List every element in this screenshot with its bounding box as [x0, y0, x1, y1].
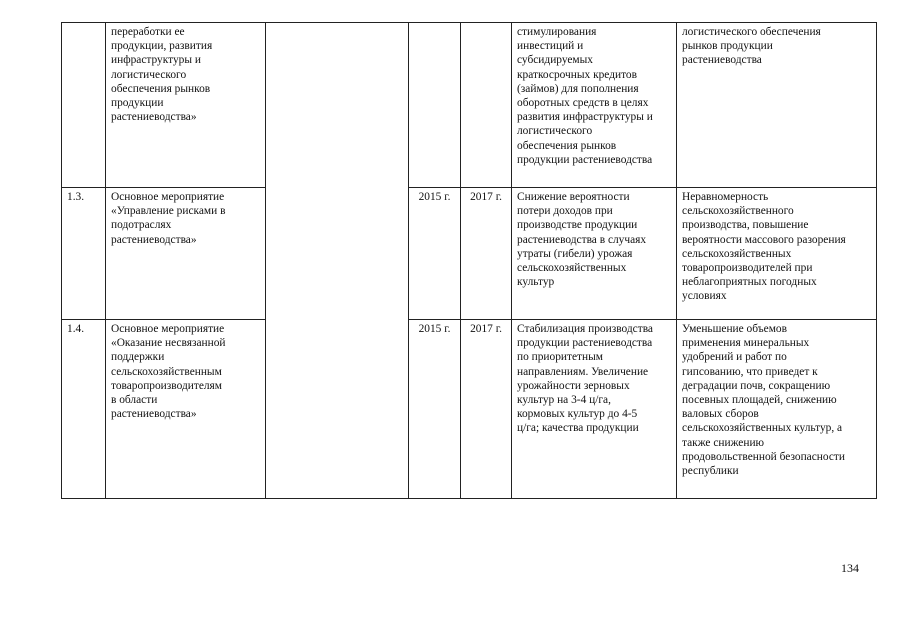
- measure-name-cell: переработки ее продукции, развития инфраструктуры и логистического обеспечения рынков продукции растениеводства»: [106, 23, 266, 188]
- start-year-cell: 2015 г.: [409, 320, 461, 499]
- start-year-cell: [409, 23, 461, 188]
- end-year-cell: 2017 г.: [461, 188, 512, 320]
- page-number: 134: [841, 561, 859, 575]
- expected-result-cell: стимулирования инвестиций и субсидируемых краткосрочных кредитов (займов) для пополнения оборотных средств в целях развития инфраструктуры и логистического обеспечения рынков продукции растениеводства: [512, 23, 677, 188]
- table-row: [62, 320, 877, 499]
- table-row: [62, 23, 877, 188]
- table-row: [62, 188, 877, 320]
- measure-name-cell: Основное мероприятие «Оказание несвязанной поддержки сельскохозяйственным товаропроизводителям в области растениеводства»: [106, 320, 266, 499]
- end-year-cell: 2017 г.: [461, 320, 512, 499]
- consequences-cell: логистического обеспечения рынков продукции растениеводства: [677, 23, 877, 188]
- start-year-cell: 2015 г.: [409, 188, 461, 320]
- executor-cell: [266, 23, 409, 499]
- consequences-cell: Уменьшение объемов применения минеральных удобрений и работ по гипсованию, что приведет к деградации почв, сокращению посевных площадей, снижению валовых сборов сельскохозяйственных культур, а также снижению продовольственной безопасности республики: [677, 320, 877, 499]
- program-table: [61, 22, 877, 499]
- measure-name-cell: Основное мероприятие «Управление рисками в подотраслях растениеводства»: [106, 188, 266, 320]
- end-year-cell: [461, 23, 512, 188]
- row-number-cell: 1.3.: [62, 188, 106, 320]
- expected-result-cell: Снижение вероятности потери доходов при производстве продукции растениеводства в случаях утраты (гибели) урожая сельскохозяйственных культур: [512, 188, 677, 320]
- row-number-cell: [62, 23, 106, 188]
- consequences-cell: Неравномерность сельскохозяйственного производства, повышение вероятности массового разорения сельскохозяйственных товаропроизводителей при неблагоприятных погодных условиях: [677, 188, 877, 320]
- expected-result-cell: Стабилизация производства продукции растениеводства по приоритетным направлениям. Увеличение урожайности зерновых культур на 3-4 ц/га, кормовых культур до 4-5 ц/га; качества продукции: [512, 320, 677, 499]
- row-number-cell: 1.4.: [62, 320, 106, 499]
